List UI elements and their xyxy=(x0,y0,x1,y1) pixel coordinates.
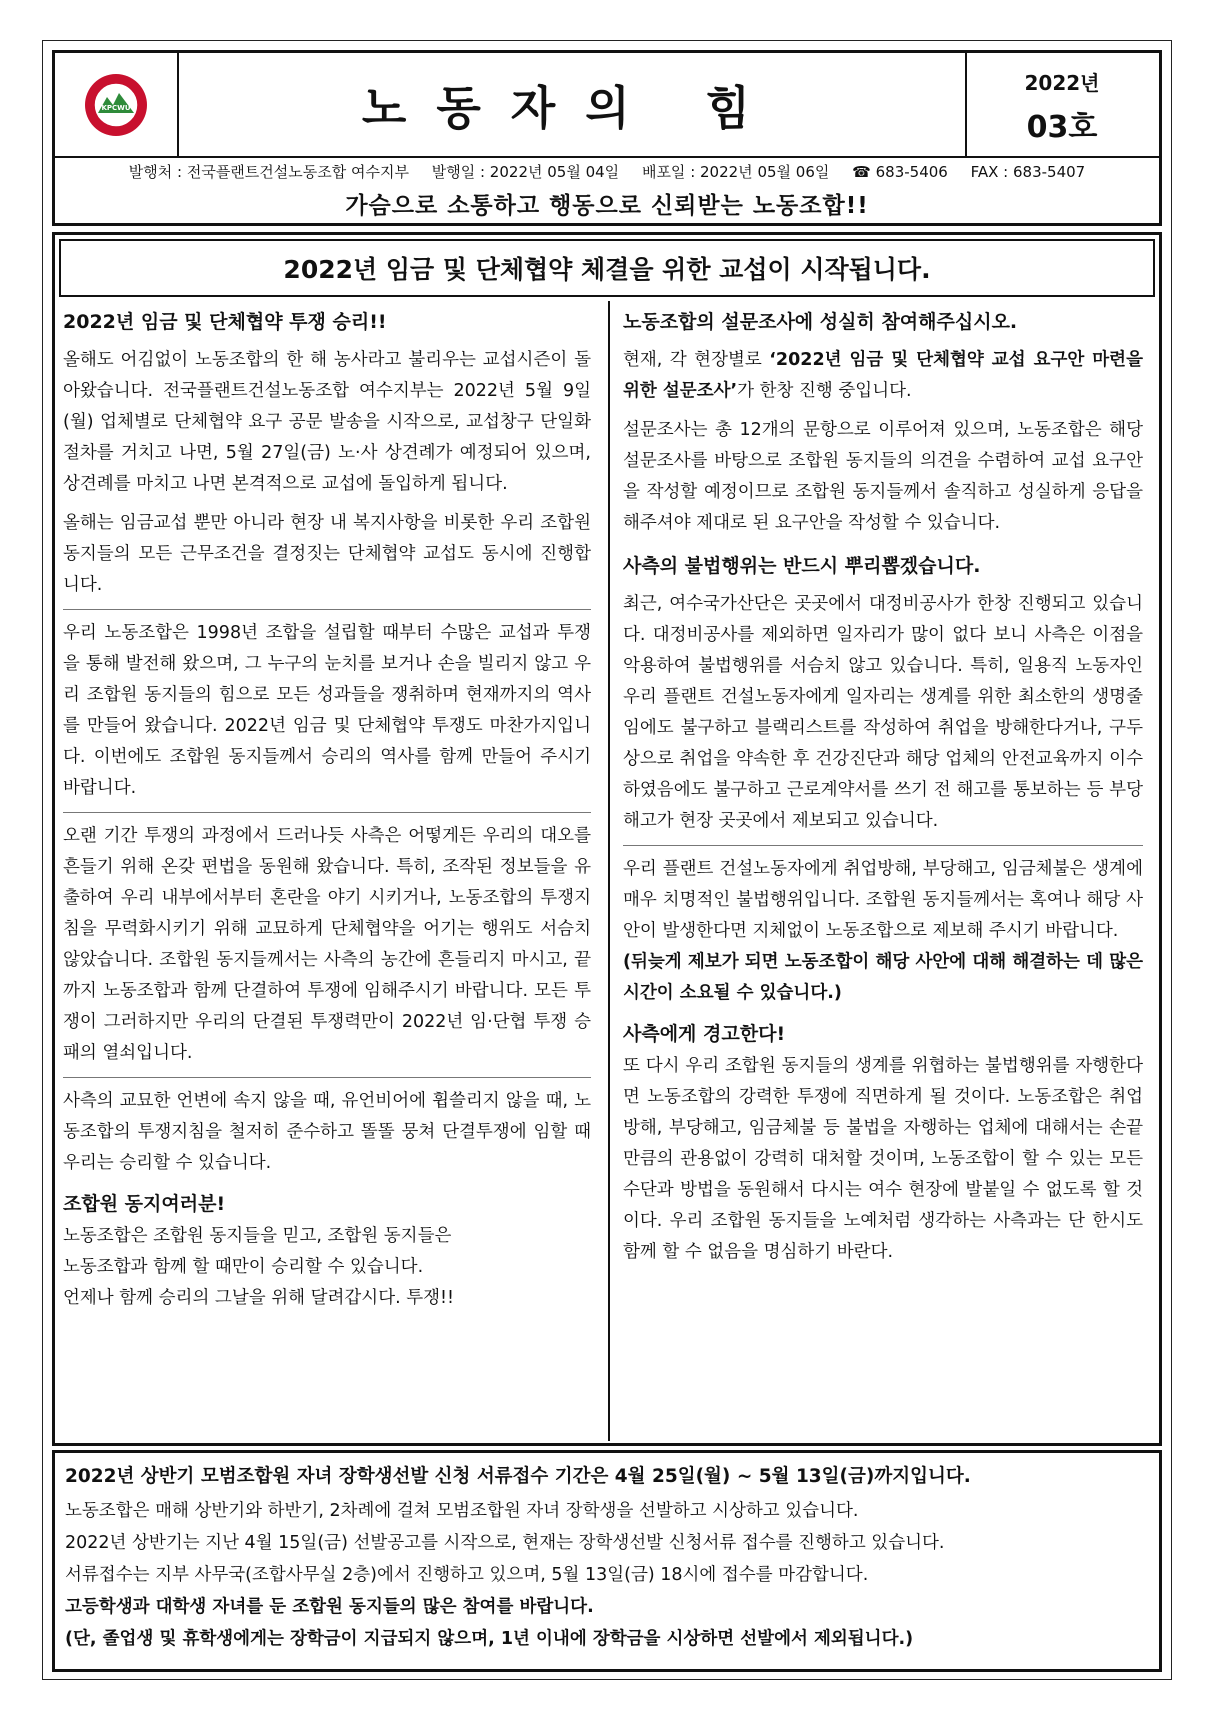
left-paragraph-2: 올해는 임금교섭 뿐만 아니라 현장 내 복지사항을 비롯한 우리 조합원 동지들의 모든 근무조건을 결정짓는 단체협약 교섭도 동시에 진행합니다. xyxy=(63,513,591,595)
scholarship-notice xyxy=(52,1450,1162,1672)
right-p1-tail: 가 한창 진행 중입니다. xyxy=(737,381,912,401)
left-paragraph-5: 사측의 교묘한 언변에 속지 않을 때, 유언비어에 휩쓸리지 않을 때, 노동조합의 투쟁지침을 철저히 준수하고 똘똘 뭉쳐 단결투쟁에 임할 때 우리는 승리할 수 있습니다. xyxy=(63,1091,591,1173)
fax: FAX : 683-5407 xyxy=(970,163,1086,181)
union-logo-icon xyxy=(55,53,177,156)
issue-number: 03호 xyxy=(1026,110,1098,145)
publish-date: 발행일 : 2022년 05월 04일 xyxy=(431,163,620,181)
scholarship-heading: 2022년 상반기 모범조합원 자녀 장학생선발 신청 서류접수 기간은 4월 25일(월) ~ 5월 13일(금)까지입니다. xyxy=(65,1466,971,1487)
right-heading-3: 사측에게 경고한다! xyxy=(623,1023,786,1045)
left-heading-2: 조합원 동지여러분! xyxy=(63,1193,226,1215)
left-paragraph-3: 우리 노동조합은 1998년 조합을 설립할 때부터 수많은 교섭과 투쟁을 통해 발전해 왔으며, 그 누구의 눈치를 보거나 손을 빌리지 않고 우리 조합원 동지들의 힘으로 모든 성과들을 쟁취하며 현재까지의 역사를 만들어 왔습니다. 2022년 임금 및 단체협약 투쟁도 마찬가지입니다. 이번에도 조합원 동지들께서 승리의 역사를 함께 만들어 주시기 바랍니다. xyxy=(63,623,591,798)
phone: ☎ 683-5406 xyxy=(852,163,948,181)
main-article xyxy=(52,232,1162,1446)
scholarship-line-4: 고등학생과 대학생 자녀를 둔 조합원 동지들의 많은 참여를 바랍니다. xyxy=(65,1597,594,1617)
publisher: 발행처 : 전국플랜트건설노동조합 여수지부 xyxy=(128,163,409,181)
logo-badge-text: KPCWU xyxy=(101,104,131,112)
publication-info xyxy=(55,161,1159,182)
left-line-2: 노동조합과 함께 할 때만이 승리할 수 있습니다. xyxy=(63,1257,424,1277)
scholarship-line-5: (단, 졸업생 및 휴학생에게는 장학금이 지급되지 않으며, 1년 이내에 장학금을 시상하면 선발에서 제외됩니다.) xyxy=(65,1629,914,1649)
survey-title: ‘2022년 임금 및 단체협약 교섭 요구안 마련을 위한 설문조사’ xyxy=(623,350,1143,401)
column-divider xyxy=(608,301,610,1441)
newsletter-title: 노동자의 힘 xyxy=(361,80,781,135)
left-column xyxy=(63,305,591,1314)
scholarship-line-2: 2022년 상반기는 지난 4월 15일(금) 선발공고를 시작으로, 현재는 장학생선발 신청서류 접수를 진행하고 있습니다. xyxy=(65,1533,945,1553)
issue-cell xyxy=(965,53,1159,156)
right-paragraph-4: 우리 플랜트 건설노동자에게 취업방해, 부당해고, 임금체불은 생계에 매우 치명적인 불법행위입니다. 조합원 동지들께서는 혹여나 해당 사안이 발생한다면 지체없이 노동조합으로 제보해 주시기 바랍니다. xyxy=(623,859,1143,941)
scholarship-line-1: 노동조합은 매해 상반기와 하반기, 2차례에 걸쳐 모범조합원 자녀 장학생을 선발하고 시상하고 있습니다. xyxy=(65,1501,859,1521)
right-p1-lead: 현재, 각 현장별로 xyxy=(623,350,770,370)
divider xyxy=(623,845,1143,846)
main-headline: 2022년 임금 및 단체협약 체결을 위한 교섭이 시작됩니다. xyxy=(59,239,1155,297)
title-cell xyxy=(177,53,967,156)
right-paragraph-2: 설문조사는 총 12개의 문항으로 이루어져 있으며, 노동조합은 해당 설문조사를 바탕으로 조합원 동지들의 의견을 수렴하여 교섭 요구안을 작성할 예정이므로 조합원 동지들께서 솔직하고 성실하게 응답을 해주셔야 제대로 된 요구안을 작성할 수 있습니다. xyxy=(623,420,1143,533)
left-paragraph-4: 오랜 기간 투쟁의 과정에서 드러나듯 사측은 어떻게든 우리의 대오를 흔들기 위해 온갖 편법을 동원해 왔습니다. 특히, 조작된 정보들을 유출하여 우리 내부에서부터 혼란을 야기 시키거나, 노동조합의 투쟁지침을 무력화시키기 위해 교묘하게 단체협약을 어기는 행위도 서슴치 않았습니다. 조합원 동지들께서는 사측의 농간에 흔들리지 마시고, 끝까지 노동조합과 함께 단결하여 투쟁에 임해주시기 바랍니다. 모든 투쟁이 그러하지만 우리의 단결된 투쟁력만이 2022년 임·단협 투쟁 승패의 열쇠입니다. xyxy=(63,826,591,1063)
divider xyxy=(63,609,591,610)
right-column xyxy=(623,305,1143,1276)
right-heading-1: 노동조합의 설문조사에 성실히 참여해주십시오. xyxy=(623,311,1018,333)
scholarship-line-3: 서류접수는 지부 사무국(조합사무실 2층)에서 진행하고 있으며, 5월 13일(금) 18시에 접수를 마감합니다. xyxy=(65,1565,869,1585)
right-heading-2: 사측의 불법행위는 반드시 뿌리뽑겠습니다. xyxy=(623,555,981,577)
left-heading-1: 2022년 임금 및 단체협약 투쟁 승리!! xyxy=(63,311,387,333)
right-paragraph-1 xyxy=(623,345,1143,407)
divider xyxy=(63,812,591,813)
masthead-row xyxy=(55,53,1159,158)
right-paragraph-6: 또 다시 우리 조합원 동지들의 생계를 위협하는 불법행위를 자행한다면 노동조합의 강력한 투쟁에 직면하게 될 것이다. 노동조합은 취업방해, 부당해고, 임금체불 등 불법을 자행하는 업체에 대해서는 손끝만큼의 관용없이 강력히 대처할 것이며, 노동조합이 할 수 있는 모든 수단과 방법을 동원해서 다시는 여수 현장에 발붙일 수 없도록 할 것이다. 우리 조합원 동지들을 노예처럼 생각하는 사측과는 단 한시도 함께 할 수 없음을 명심하기 바란다. xyxy=(623,1056,1143,1262)
distribute-date: 배포일 : 2022년 05월 06일 xyxy=(641,163,830,181)
left-line-1: 노동조합은 조합원 동지들을 믿고, 조합원 동지들은 xyxy=(63,1226,452,1246)
logo-cell xyxy=(55,53,179,156)
masthead xyxy=(52,50,1162,226)
issue-year: 2022년 xyxy=(1024,71,1100,95)
left-paragraph-1: 올해도 어김없이 노동조합의 한 해 농사라고 불리우는 교섭시즌이 돌아왔습니다. 전국플랜트건설노동조합 여수지부는 2022년 5월 9일(월) 업체별로 단체협약 요구 공문 발송을 시작으로, 교섭창구 단일화 절차를 거치고 나면, 5월 27일(금) 노·사 상견례가 예정되어 있으며, 상견례를 마치고 나면 본격적으로 교섭에 돌입하게 됩니다. xyxy=(63,350,591,494)
right-paragraph-3: 최근, 여수국가산단은 곳곳에서 대정비공사가 한창 진행되고 있습니다. 대정비공사를 제외하면 일자리가 많이 없다 보니 사측은 이점을 악용하여 불법행위를 서슴치 않고 있습니다. 특히, 일용직 노동자인 우리 플랜트 건설노동자에게 일자리는 생계를 위한 최소한의 생명줄임에도 불구하고 블랙리스트를 작성하여 취업을 방해한다거나, 구두상으로 취업을 약속한 후 건강진단과 해당 업체의 안전교육까지 이수하였음에도 불구하고 근로계약서를 쓰기 전 해고를 통보하는 등 부당해고가 현장 곳곳에서 제보되고 있습니다. xyxy=(623,594,1143,831)
left-line-3: 언제나 함께 승리의 그날을 위해 달려갑시다. 투쟁!! xyxy=(63,1288,455,1308)
right-paragraph-5: (뒤늦게 제보가 되면 노동조합이 해당 사안에 대해 해결하는 데 많은 시간이 소요될 수 있습니다.) xyxy=(623,952,1143,1003)
divider xyxy=(63,1077,591,1078)
slogan: 가슴으로 소통하고 행동으로 신뢰받는 노동조합!! xyxy=(345,193,869,219)
